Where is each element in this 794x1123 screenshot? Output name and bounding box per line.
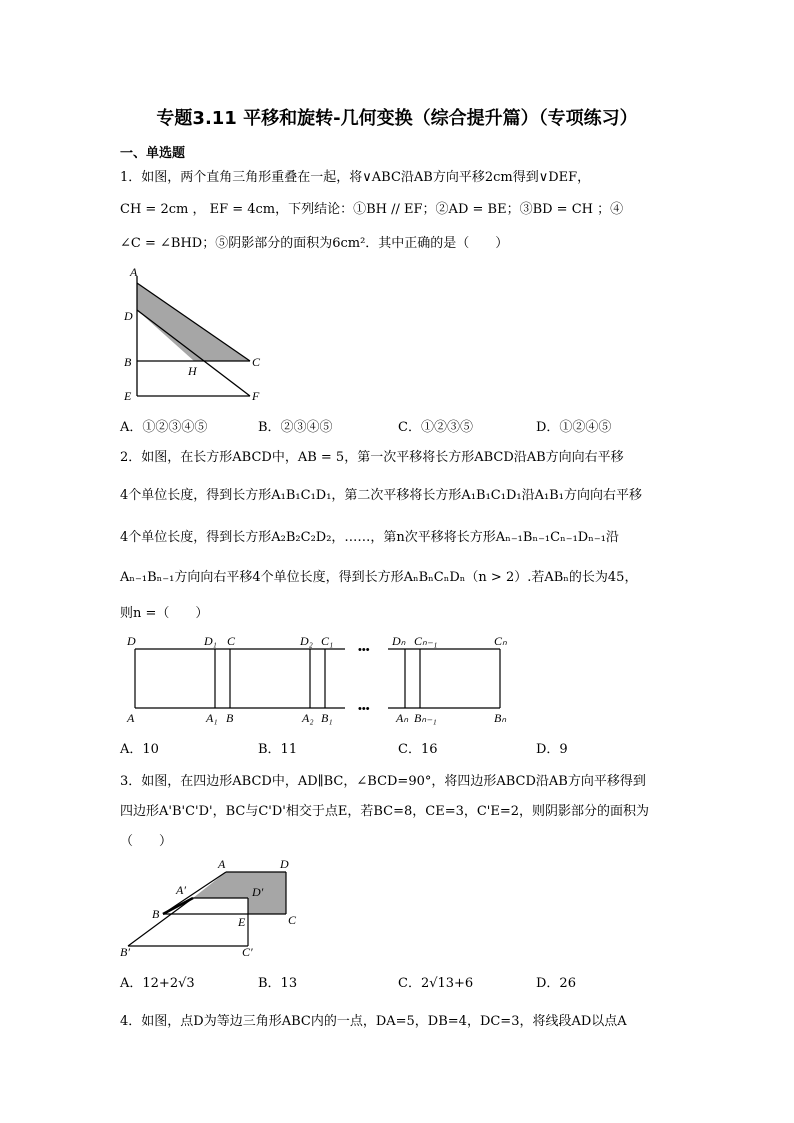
q2-label-bn: Bₙ [494,711,507,725]
q3-option-a[interactable]: A．12+2√3 [120,976,195,991]
q2-label-an: Aₙ [396,711,409,725]
q3-line-2: 四边形A'B'C'D'，BC与C'D'相交于点E，若BC=8，CE=3，C'E=2，则阴影部分的面积为 [120,804,650,819]
q3-option-b[interactable]: B．13 [258,976,298,991]
q3-line-3: （ ） [120,834,173,849]
q2-line-3: 4个单位长度，得到长方形A₂B₂C₂D₂，……，第n次平移将长方形Aₙ₋₁Bₙ₋₁Cₙ₋₁Dₙ₋₁沿 [120,530,619,545]
q3-label-a: A [218,857,226,871]
q3-label-e: E [238,915,246,929]
q3-segment-a1b [163,898,193,914]
q2-label-b: B [226,711,234,725]
q2-label-d1: D₁ [204,634,217,648]
q2-option-c[interactable]: C．16 [398,742,438,757]
q1-label-e: E [124,389,132,403]
q1-figure [120,266,320,406]
q1-option-b[interactable]: B．②③④⑤ [258,420,333,435]
q3-side-a1b1 [128,898,193,946]
q2-option-b[interactable]: B．11 [258,742,298,757]
q3-label-b1: B′ [120,945,130,959]
q1-label-a: A [130,265,138,279]
q2-line-4: Aₙ₋₁Bₙ₋₁方向向右平移4个单位长度，得到长方形AₙBₙCₙDₙ（n > 2）.若ABₙ的长为45， [120,570,638,585]
q3-label-b: B [152,907,160,921]
q3-figure [118,852,318,962]
q2-label-bn1: Bₙ₋₁ [414,711,437,725]
q2-line-2: 4个单位长度，得到长方形A₁B₁C₁D₁，第二次平移将长方形A₁B₁C₁D₁沿A₁B₁方向向右平移 [120,488,642,503]
q3-label-c1: C′ [242,945,253,959]
q1-label-c: C [252,355,261,369]
q1-label-f: F [252,389,260,403]
q2-label-d2: D₂ [300,634,313,648]
q1-option-c[interactable]: C．①②③⑤ [398,420,473,435]
q3-option-c[interactable]: C．2√13+6 [398,976,474,991]
q2-label-c1: C₁ [321,634,334,648]
q3-shaded-region [193,872,286,914]
q2-line-5: 则n =（ ） [120,606,209,621]
q2-dots-top: ••• [358,644,370,656]
q1-label-b: B [124,355,132,369]
q2-option-a[interactable]: A．10 [120,742,159,757]
q2-label-c: C [227,634,236,648]
q4-line-1: 4．如图，点D为等边三角形ABC内的一点，DA=5，DB=4，DC=3，将线段AD以点A [120,1014,627,1029]
q1-label-d: D [124,309,133,323]
q2-label-b1: B₁ [321,711,333,725]
q1-line-1: 1．如图，两个直角三角形重叠在一起，将∨ABC沿AB方向平移2cm得到∨DEF， [120,170,591,185]
q3-label-d1: D′ [252,885,264,899]
q2-label-dn: Dₙ [392,634,406,648]
q2-label-a1: A₁ [206,711,218,725]
q3-line-1: 3．如图，在四边形ABCD中，AD∥BC，∠BCD=90°，将四边形ABCD沿AB方向平移得到 [120,774,646,789]
q2-label-a: A [127,711,135,725]
q2-figure [120,630,520,726]
page-title: 专题3.11 平移和旋转-几何变换（综合提升篇）（专项练习） [156,108,638,129]
section-heading: 一、单选题 [120,146,186,161]
q2-label-a2: A₂ [302,711,314,725]
q2-label-cn: Cₙ [494,634,507,648]
q2-label-d: D [127,634,136,648]
q3-label-a1: A′ [176,883,186,897]
q2-option-d[interactable]: D．9 [536,742,568,757]
q2-label-cn1: Cₙ₋₁ [414,634,438,648]
q1-option-d[interactable]: D．①②④⑤ [536,420,612,435]
q3-option-d[interactable]: D．26 [536,976,576,991]
q2-line-1: 2．如图，在长方形ABCD中，AB = 5，第一次平移将长方形ABCD沿AB方向向右平移 [120,450,624,465]
q3-label-d: D [280,857,289,871]
q1-line-3: ∠C = ∠BHD；⑤阴影部分的面积为6cm²．其中正确的是（ ） [120,236,509,251]
q1-line-2: CH = 2cm ， EF = 4cm，下列结论：①BH // EF；②AD = BE；③BD = CH ；④ [120,202,624,217]
q2-dots-bottom: ••• [358,703,370,715]
q1-label-h: H [188,364,197,378]
q1-option-a[interactable]: A．①②③④⑤ [120,420,208,435]
q3-label-c: C [288,913,297,927]
